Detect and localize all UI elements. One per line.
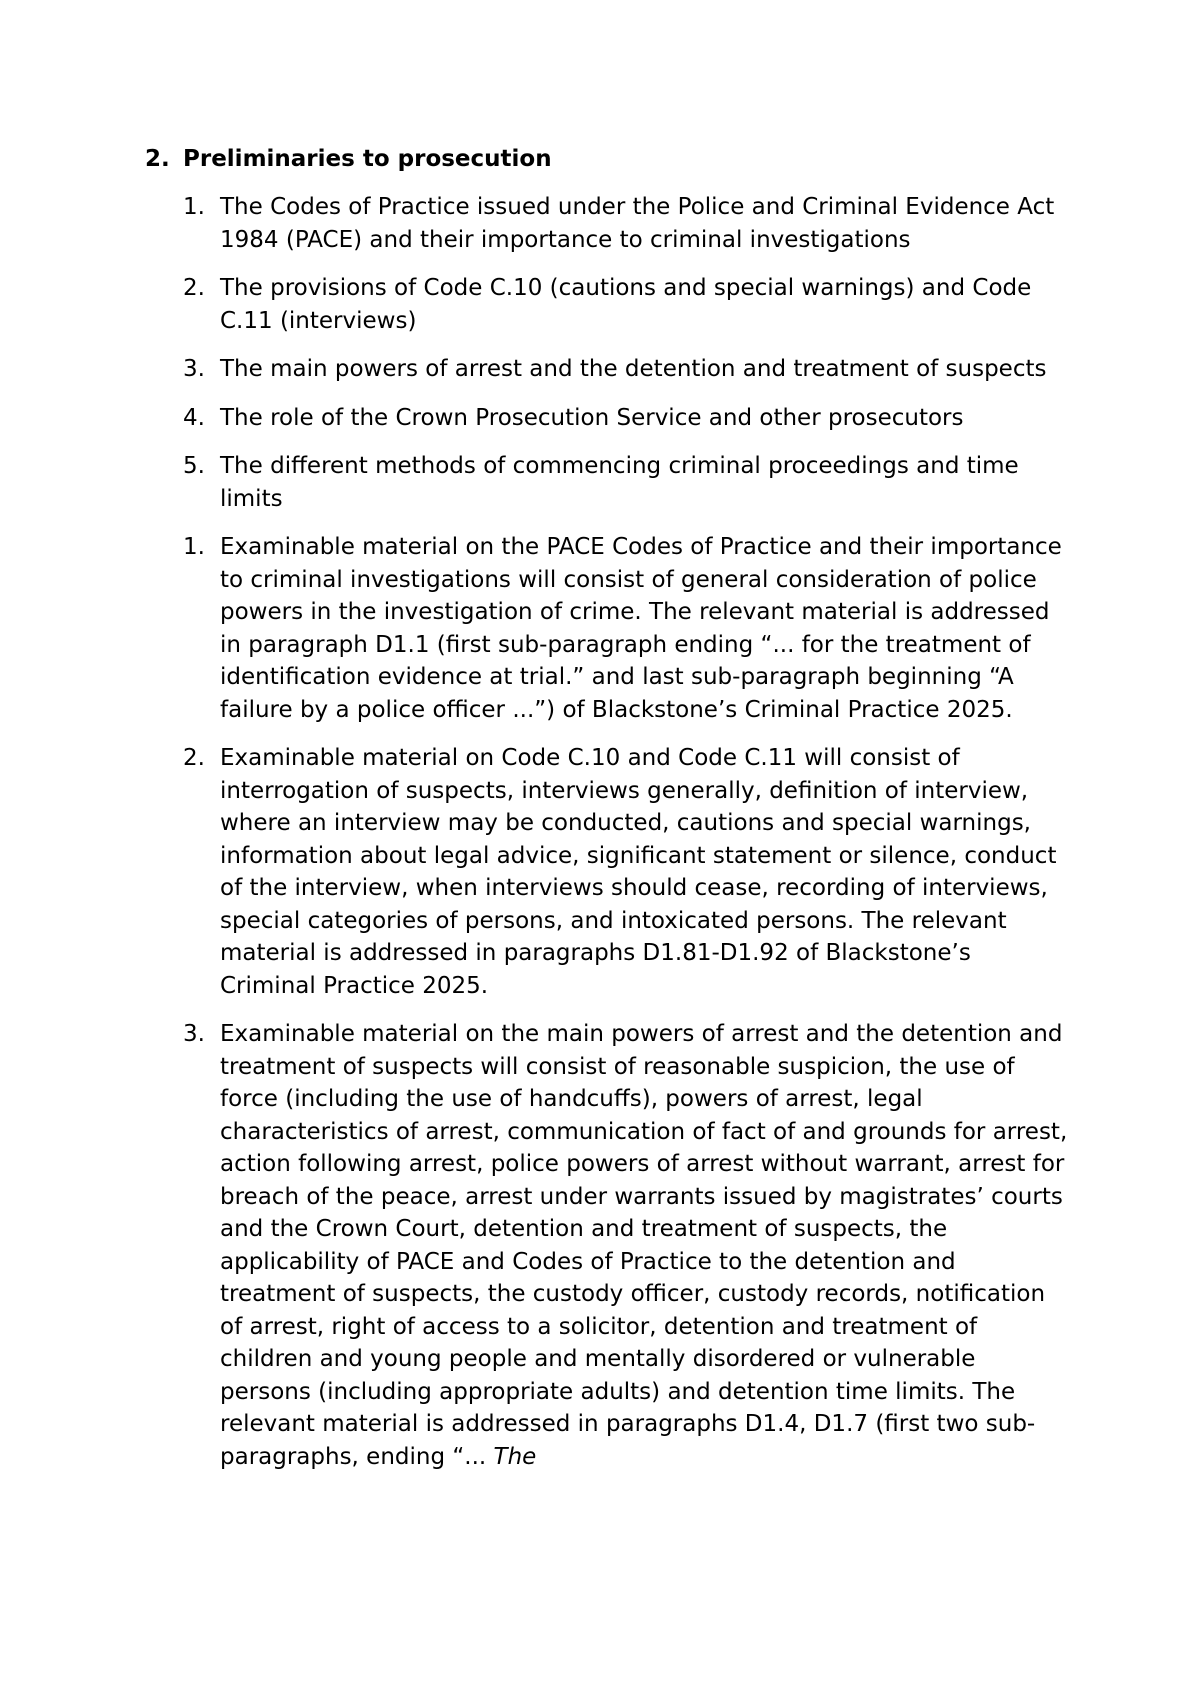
- list-item-number: 2.: [183, 275, 205, 301]
- list-item-number: 4.: [183, 404, 205, 431]
- note-item: [183, 1018, 1073, 1473]
- note-item: [183, 742, 1073, 1002]
- note-item-number: 3.: [183, 1021, 205, 1047]
- list-item-text: The Codes of Practice issued under the Police and Criminal Evidence Act 1984 (PACE) and their importance to criminal investigations: [220, 194, 1055, 253]
- note-item-text-main: Examinable material on the main powers of arrest and the detention and treatment of suspects will consist of reasonable suspicion, the use of force (including the use of handcuffs), powers of arrest, legal characteristics of arrest, communication of fact of and grounds for arrest, action following arrest, police powers of arrest without warrant, arrest for breach of the peace, arrest under warrants issued by magistrates’ courts and the Crown Court, detention and treatment of suspects, the applicability of PACE and Codes of Practice to the detention and treatment of suspects, the custody officer, custody records, notification of arrest, right of access to a solicitor, detention and treatment of children and young people and mentally disordered or vulnerable persons (including appropriate adults) and detention time limits. The relevant material is addressed in paragraphs D1.4, D1.7 (first two sub-paragraphs, ending “...: [220, 1021, 1068, 1470]
- list-item-number: 1.: [183, 194, 205, 220]
- list-item-text: The main powers of arrest and the detention and treatment of suspects: [220, 356, 1047, 382]
- note-item-text-italic: The: [493, 1443, 537, 1470]
- list-item-text: The provisions of Code C.10 (cautions and special warnings) and Code C.11 (interviews): [220, 275, 1032, 334]
- note-item-text: Examinable material on the PACE Codes of Practice and their importance to criminal investigations will consist of general consideration of police powers in the investigation of crime. The relevant material is addressed in paragraph D1.1 (first sub-paragraph ending “... for the treatment of identification evidence at trial.” and last sub-paragraph beginning “A failure by a police officer ...”) of Blackstone’s Criminal Practice 2025.: [220, 534, 1062, 723]
- list-item: [183, 450, 1073, 515]
- list-item-number: 3.: [183, 356, 205, 382]
- list-item-text: The different methods of commencing criminal proceedings and time limits: [220, 453, 1019, 512]
- section-number: 2.: [145, 146, 170, 172]
- list-item-number: 5.: [183, 453, 205, 479]
- topics-and-notes-list: [183, 191, 1073, 1489]
- note-item-text: [220, 1018, 1073, 1473]
- note-item-text: Examinable material on Code C.10 and Code C.11 will consist of interrogation of suspects, interviews generally, definition of interview, where an interview may be conducted, cautions and special warnings, information about legal advice, significant statement or silence, conduct of the interview, when interviews should cease, recording of interviews, special categories of persons, and intoxicated persons. The relevant material is addressed in paragraphs D1.81-D1.92 of Blackstone’s Criminal Practice 2025.: [220, 745, 1057, 999]
- list-item: [183, 402, 1073, 435]
- section-title: Preliminaries to prosecution: [183, 146, 552, 172]
- list-item: [183, 272, 1073, 337]
- section-heading: [145, 143, 552, 175]
- note-item-number: 1.: [183, 534, 205, 560]
- note-item: [183, 531, 1073, 726]
- list-item: [183, 191, 1073, 256]
- note-item-number: 2.: [183, 745, 205, 771]
- list-item: [183, 353, 1073, 386]
- list-item-text: The role of the Crown Prosecution Service and other prosecutors: [220, 404, 964, 431]
